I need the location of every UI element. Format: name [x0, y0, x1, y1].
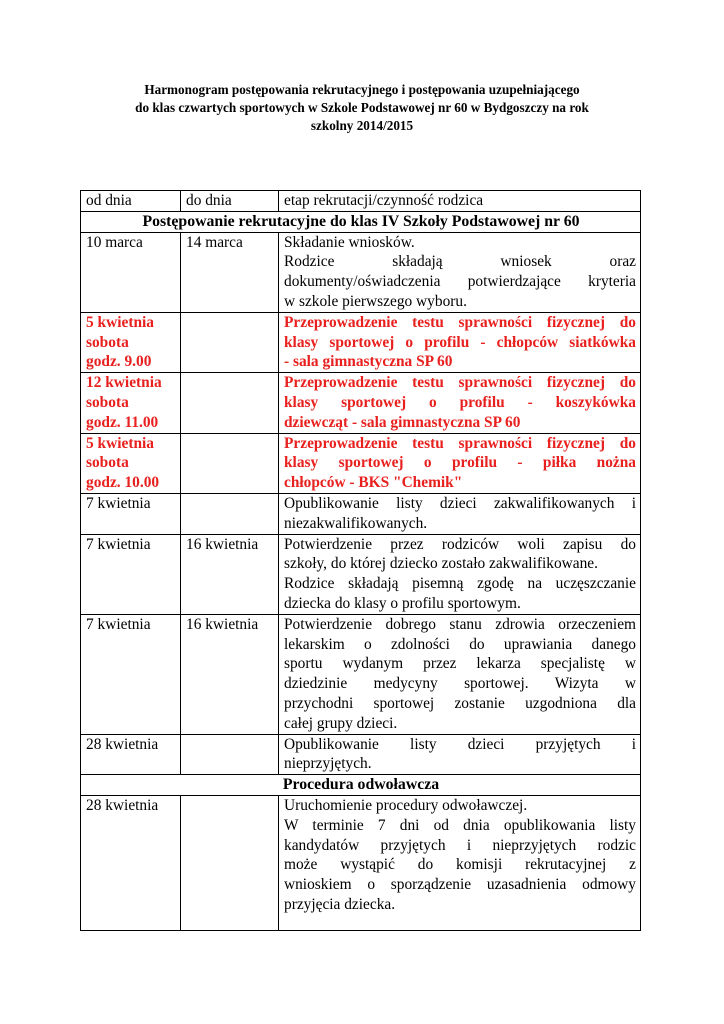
cell-line: - sala gimnastyczna SP 60 — [284, 353, 453, 371]
cell-line: 28 kwietnia — [86, 796, 159, 814]
cell-line: W terminie 7 dni od dnia opublikowania listy — [284, 816, 636, 834]
header-stage: etap rekrutacji/czynność rodzica — [279, 191, 641, 212]
cell-to — [181, 795, 279, 930]
cell-line: dziewcząt - sala gimnastyczna SP 60 — [284, 413, 521, 431]
cell-description — [279, 433, 641, 493]
cell-line: 10 marca — [86, 233, 143, 251]
cell-line: godz. 11.00 — [86, 413, 159, 431]
cell-line: dokumenty/oświadczenia potwierdzające kryteria — [284, 273, 636, 291]
cell-line: klasy sportowej o profilu - chłopców siatkówka — [284, 333, 636, 351]
cell-line: 5 kwietnia — [86, 434, 154, 452]
cell-to — [181, 534, 279, 614]
cell-line: godz. 9.00 — [86, 353, 152, 371]
cell-line: sportu wydanym przez lekarza specjalistę w — [284, 655, 636, 673]
cell-line: 7 kwietnia — [86, 615, 151, 633]
section-title-appeal: Procedura odwoławcza — [81, 775, 641, 796]
cell-line: 12 kwietnia — [86, 374, 162, 392]
cell-description — [279, 534, 641, 614]
cell-description — [279, 493, 641, 534]
cell-description — [279, 734, 641, 775]
heading-line: do klas czwartych sportowych w Szkole Podstawowej nr 60 w Bydgoszczy na rok — [135, 100, 589, 115]
cell-line: nieprzyjętych. — [284, 755, 372, 773]
table-row — [81, 534, 641, 614]
cell-line: kandydatów przyjętych i nieprzyjętych rodzic — [284, 836, 636, 854]
table-row — [81, 312, 641, 372]
schedule-table — [80, 190, 641, 931]
cell-to — [181, 312, 279, 372]
cell-line: 16 kwietnia — [186, 615, 259, 633]
table-row — [81, 493, 641, 534]
cell-to — [181, 493, 279, 534]
cell-line: Przeprowadzenie testu sprawności fizycznej do — [284, 374, 636, 392]
section-row — [81, 775, 641, 796]
cell-to — [181, 614, 279, 734]
heading-line: szkolny 2014/2015 — [310, 118, 414, 133]
cell-from — [81, 614, 181, 734]
section-title-recruitment: Postępowanie rekrutacyjne do klas IV Szkoły Podstawowej nr 60 — [81, 211, 641, 232]
cell-line: 5 kwietnia — [86, 313, 154, 331]
cell-from — [81, 232, 181, 312]
cell-description — [279, 373, 641, 433]
table-row — [81, 734, 641, 775]
section-row — [81, 211, 641, 232]
cell-line: sobota — [86, 333, 129, 351]
cell-line: sobota — [86, 393, 129, 411]
cell-line: Przeprowadzenie testu sprawności fizycznej do — [284, 434, 636, 452]
cell-line: sobota — [86, 454, 129, 472]
cell-line: Opublikowanie listy dzieci zakwalifikowanych i — [284, 494, 636, 512]
document-heading — [90, 81, 634, 135]
cell-to — [181, 734, 279, 775]
cell-line: całej grupy dzieci. — [284, 714, 398, 732]
cell-line: 7 kwietnia — [86, 535, 151, 553]
cell-line: w szkole pierwszego wyboru. — [284, 292, 467, 310]
cell-description — [279, 614, 641, 734]
cell-line: 14 marca — [186, 233, 243, 251]
cell-line: Przeprowadzenie testu sprawności fizycznej do — [284, 313, 636, 331]
cell-line: dziedzinie medycyny sportowej. Wizyta w — [284, 675, 636, 693]
cell-description — [279, 795, 641, 930]
cell-line: Potwierdzenie przez rodziców woli zapisu do — [284, 535, 636, 553]
cell-line: Rodzice składają wniosek oraz — [284, 253, 636, 271]
cell-from — [81, 493, 181, 534]
table-row — [81, 433, 641, 493]
cell-line: 16 kwietnia — [186, 535, 259, 553]
table-row — [81, 373, 641, 433]
cell-line: szkoły, do której dziecko zostało zakwalifikowane. — [284, 555, 598, 573]
cell-from — [81, 312, 181, 372]
cell-line: Rodzice składają pisemną zgodę na uczęszczanie — [284, 575, 636, 593]
table-row — [81, 614, 641, 734]
cell-line: 28 kwietnia — [86, 735, 159, 753]
cell-from — [81, 534, 181, 614]
header-row — [81, 191, 641, 212]
table-row — [81, 232, 641, 312]
cell-line: Potwierdzenie dobrego stanu zdrowia orzeczeniem — [284, 615, 636, 633]
cell-description — [279, 312, 641, 372]
cell-line: klasy sportowej o profilu - koszykówka — [284, 393, 636, 411]
cell-line: Opublikowanie listy dzieci przyjętych i — [284, 735, 636, 753]
cell-from — [81, 373, 181, 433]
cell-line: 7 kwietnia — [86, 494, 151, 512]
heading-line: Harmonogram postępowania rekrutacyjnego i postępowania uzupełniającego — [144, 82, 580, 97]
cell-line: Składanie wniosków. — [284, 233, 415, 251]
cell-line: lekarskim o zdolności do uprawiania danego — [284, 635, 636, 653]
cell-line: chłopców - BKS "Chemik" — [284, 474, 463, 492]
cell-line: godz. 10.00 — [86, 474, 160, 492]
cell-to — [181, 232, 279, 312]
table-row — [81, 795, 641, 930]
cell-to — [181, 433, 279, 493]
cell-from — [81, 433, 181, 493]
cell-line: może wystąpić do komisji rekrutacyjnej z — [284, 856, 636, 874]
header-from: od dnia — [81, 191, 181, 212]
cell-from — [81, 795, 181, 930]
cell-description — [279, 232, 641, 312]
cell-line: klasy sportowej o profilu - piłka nożna — [284, 454, 636, 472]
cell-line: niezakwalifikowanych. — [284, 514, 428, 532]
cell-line: wnioskiem o sporządzenie uzasadnienia odmowy — [284, 876, 636, 894]
cell-line: przyjęcia dziecka. — [284, 895, 396, 913]
header-to: do dnia — [181, 191, 279, 212]
cell-to — [181, 373, 279, 433]
cell-from — [81, 734, 181, 775]
cell-line: Uruchomienie procedury odwoławczej. — [284, 796, 528, 814]
cell-line: dziecka do klasy o profilu sportowym. — [284, 594, 521, 612]
cell-line: przychodni sportowej zostanie uzgodniona dla — [284, 694, 636, 712]
